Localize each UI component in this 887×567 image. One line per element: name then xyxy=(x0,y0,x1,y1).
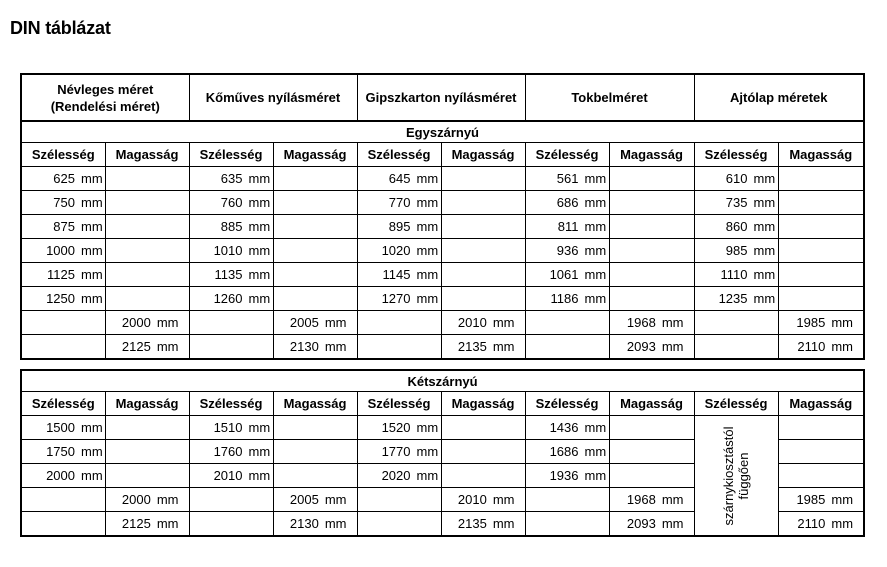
cell-value: 2135 xyxy=(457,516,487,531)
cell-value: 1985 xyxy=(796,315,826,330)
table-cell xyxy=(105,488,189,512)
table-cell xyxy=(778,512,864,537)
cell-value: 1186 xyxy=(550,291,579,306)
table-cell xyxy=(778,311,864,335)
cell-unit: mm xyxy=(416,267,439,282)
height-header: Magasság xyxy=(778,392,864,416)
cell-value: 735 xyxy=(725,195,748,210)
double-leaf-body xyxy=(21,416,864,537)
table-cell xyxy=(189,488,273,512)
cell-unit: mm xyxy=(81,468,103,483)
cell-unit: mm xyxy=(248,420,271,435)
table-cell xyxy=(441,263,525,287)
table-cell xyxy=(778,215,864,239)
cell-unit: mm xyxy=(248,243,271,258)
table-cell xyxy=(273,311,357,335)
table-cell xyxy=(357,335,441,360)
table-cell xyxy=(694,335,778,360)
cell-unit: mm xyxy=(661,339,684,354)
single-leaf-section-title: Egyszárnyú xyxy=(21,121,864,143)
table-cell xyxy=(273,215,357,239)
cell-unit: mm xyxy=(81,444,103,459)
cell-unit: mm xyxy=(492,339,515,354)
cell-unit: mm xyxy=(324,339,347,354)
cell-unit: mm xyxy=(492,315,515,330)
table-cell xyxy=(441,215,525,239)
cell-value: 1968 xyxy=(626,492,656,507)
cell-unit: mm xyxy=(248,219,271,234)
height-header: Magasság xyxy=(273,392,357,416)
height-header: Magasság xyxy=(778,143,864,167)
table-cell xyxy=(525,167,609,191)
cell-unit: mm xyxy=(248,291,271,306)
cell-value: 1000 xyxy=(46,243,75,258)
cell-unit: mm xyxy=(584,195,607,210)
table-cell xyxy=(609,311,694,335)
cell-unit: mm xyxy=(156,315,179,330)
table-cell xyxy=(441,191,525,215)
nominal-size-header xyxy=(21,74,189,121)
single-leaf-body xyxy=(21,167,864,360)
table-cell xyxy=(189,416,273,440)
table-cell xyxy=(609,464,694,488)
table-cell xyxy=(441,440,525,464)
table-cell xyxy=(357,416,441,440)
cell-value: 2010 xyxy=(457,492,487,507)
table-row xyxy=(21,239,864,263)
table-cell xyxy=(357,239,441,263)
table-cell xyxy=(189,335,273,360)
cell-unit: mm xyxy=(416,195,439,210)
cell-value: 750 xyxy=(53,195,75,210)
table-row xyxy=(21,215,864,239)
table-cell xyxy=(694,239,778,263)
cell-unit: mm xyxy=(584,468,607,483)
cell-value: 936 xyxy=(556,243,579,258)
table-cell xyxy=(525,287,609,311)
table-cell xyxy=(441,311,525,335)
cell-value: 635 xyxy=(220,171,243,186)
table-cell xyxy=(694,287,778,311)
table-cell xyxy=(778,287,864,311)
cell-value: 1020 xyxy=(381,243,411,258)
cell-value: 895 xyxy=(388,219,411,234)
table-cell xyxy=(609,488,694,512)
cell-unit: mm xyxy=(584,444,607,459)
cell-value: 985 xyxy=(725,243,748,258)
height-header: Magasság xyxy=(273,143,357,167)
cell-unit: mm xyxy=(584,420,607,435)
cell-value: 2020 xyxy=(381,468,411,483)
cell-value: 1770 xyxy=(381,444,411,459)
cell-unit: mm xyxy=(416,291,439,306)
table-cell xyxy=(609,335,694,360)
height-header: Magasság xyxy=(441,143,525,167)
nominal-size-line1: Névleges méret xyxy=(57,81,154,97)
table-cell xyxy=(441,464,525,488)
width-header: Szélesség xyxy=(21,392,105,416)
cell-unit: mm xyxy=(248,195,271,210)
table-cell xyxy=(525,263,609,287)
main-header-row xyxy=(21,74,864,121)
cell-value: 2110 xyxy=(797,516,826,531)
frame-inner-header: Tokbelméret xyxy=(525,74,694,121)
cell-value: 1260 xyxy=(213,291,243,306)
table-cell xyxy=(273,239,357,263)
table-cell xyxy=(525,191,609,215)
table-cell xyxy=(694,191,778,215)
cell-value: 645 xyxy=(388,171,411,186)
cell-unit: mm xyxy=(416,219,439,234)
cell-unit: mm xyxy=(248,468,271,483)
table-cell xyxy=(357,464,441,488)
cell-unit: mm xyxy=(81,291,103,306)
table-cell xyxy=(694,215,778,239)
sub-header-row xyxy=(21,392,864,416)
width-header: Szélesség xyxy=(525,143,609,167)
cell-unit: mm xyxy=(81,171,103,186)
masonry-opening-header: Kőműves nyílásméret xyxy=(189,74,357,121)
table-cell xyxy=(273,512,357,537)
table-cell xyxy=(105,239,189,263)
height-header: Magasság xyxy=(105,392,189,416)
cell-value: 2005 xyxy=(289,315,319,330)
table-cell xyxy=(694,263,778,287)
table-cell xyxy=(778,191,864,215)
table-cell xyxy=(357,488,441,512)
table-cell xyxy=(609,287,694,311)
cell-value: 2000 xyxy=(46,468,75,483)
table-cell xyxy=(609,191,694,215)
cell-value: 2093 xyxy=(626,339,656,354)
cell-unit: mm xyxy=(156,339,179,354)
table-cell xyxy=(105,191,189,215)
table-cell xyxy=(441,287,525,311)
table-cell xyxy=(441,416,525,440)
cell-value: 561 xyxy=(556,171,579,186)
table-cell xyxy=(357,215,441,239)
table-cell xyxy=(189,239,273,263)
table-cell xyxy=(609,416,694,440)
cell-unit: mm xyxy=(156,492,179,507)
cell-value: 1270 xyxy=(381,291,411,306)
table-cell xyxy=(189,311,273,335)
cell-value: 1985 xyxy=(796,492,826,507)
cell-unit: mm xyxy=(248,444,271,459)
table-cell xyxy=(21,311,105,335)
table-cell xyxy=(189,263,273,287)
cell-unit: mm xyxy=(584,243,607,258)
cell-value: 2135 xyxy=(457,339,487,354)
cell-value: 1125 xyxy=(47,267,75,282)
cell-value: 2130 xyxy=(289,339,319,354)
cell-value: 2010 xyxy=(213,468,243,483)
cell-unit: mm xyxy=(248,267,271,282)
table-row xyxy=(21,191,864,215)
table-cell xyxy=(273,335,357,360)
cell-value: 1500 xyxy=(46,420,75,435)
cell-value: 1135 xyxy=(214,267,243,282)
cell-value: 2010 xyxy=(457,315,487,330)
cell-unit: mm xyxy=(661,492,684,507)
table-cell xyxy=(189,167,273,191)
cell-unit: mm xyxy=(831,516,854,531)
leaf-division-note xyxy=(694,416,778,537)
cell-unit: mm xyxy=(753,219,776,234)
table-cell xyxy=(525,311,609,335)
page-title: DIN táblázat xyxy=(10,18,111,38)
cell-unit: mm xyxy=(81,195,103,210)
table-cell xyxy=(21,167,105,191)
cell-unit: mm xyxy=(753,267,776,282)
table-cell xyxy=(105,287,189,311)
vertical-note-text xyxy=(721,426,751,525)
cell-unit: mm xyxy=(416,171,439,186)
cell-unit: mm xyxy=(753,243,776,258)
cell-value: 1110 xyxy=(720,267,748,282)
table-cell xyxy=(189,287,273,311)
cell-value: 2005 xyxy=(289,492,319,507)
cell-value: 1750 xyxy=(46,444,75,459)
cell-value: 1936 xyxy=(549,468,579,483)
cell-unit: mm xyxy=(753,171,776,186)
table-row xyxy=(21,311,864,335)
cell-unit: mm xyxy=(248,171,271,186)
table-cell xyxy=(21,263,105,287)
table-cell xyxy=(273,464,357,488)
cell-value: 1510 xyxy=(213,420,243,435)
width-header: Szélesség xyxy=(189,392,273,416)
cell-unit: mm xyxy=(492,516,515,531)
table-cell xyxy=(21,191,105,215)
width-header: Szélesség xyxy=(694,143,778,167)
cell-unit: mm xyxy=(584,267,607,282)
cell-unit: mm xyxy=(584,291,607,306)
cell-unit: mm xyxy=(324,492,347,507)
table-row xyxy=(21,287,864,311)
width-header: Szélesség xyxy=(357,143,441,167)
cell-value: 1968 xyxy=(626,315,656,330)
cell-value: 2000 xyxy=(121,492,151,507)
cell-value: 760 xyxy=(220,195,243,210)
cell-value: 2110 xyxy=(797,339,826,354)
table-cell xyxy=(273,488,357,512)
cell-value: 610 xyxy=(725,171,748,186)
table-cell xyxy=(21,512,105,537)
table-cell xyxy=(441,167,525,191)
cell-value: 770 xyxy=(388,195,411,210)
table-cell xyxy=(189,464,273,488)
table-row xyxy=(21,335,864,360)
nominal-size-line2: (Rendelési méret) xyxy=(50,98,160,114)
cell-unit: mm xyxy=(831,339,854,354)
table-cell xyxy=(525,464,609,488)
cell-unit: mm xyxy=(661,315,684,330)
width-header: Szélesség xyxy=(357,392,441,416)
table-cell xyxy=(357,311,441,335)
cell-unit: mm xyxy=(416,420,439,435)
table-cell xyxy=(357,287,441,311)
door-leaf-header: Ajtólap méretek xyxy=(694,74,864,121)
cell-value: 2125 xyxy=(121,339,151,354)
cell-unit: mm xyxy=(753,291,776,306)
table-cell xyxy=(21,335,105,360)
table-cell xyxy=(105,416,189,440)
cell-unit: mm xyxy=(661,516,684,531)
cell-unit: mm xyxy=(156,516,179,531)
table-cell xyxy=(778,335,864,360)
table-cell xyxy=(105,440,189,464)
table-cell xyxy=(525,239,609,263)
table-cell xyxy=(694,167,778,191)
cell-value: 1235 xyxy=(718,291,748,306)
cell-value: 2130 xyxy=(289,516,319,531)
table-cell xyxy=(441,239,525,263)
table-cell xyxy=(189,440,273,464)
table-cell xyxy=(525,512,609,537)
cell-value: 1760 xyxy=(213,444,243,459)
table-cell xyxy=(525,440,609,464)
height-header: Magasság xyxy=(441,392,525,416)
cell-unit: mm xyxy=(81,219,103,234)
single-leaf-table xyxy=(20,73,865,360)
table-cell xyxy=(105,335,189,360)
cell-unit: mm xyxy=(831,315,854,330)
width-header: Szélesség xyxy=(525,392,609,416)
cell-unit: mm xyxy=(584,171,607,186)
width-header: Szélesség xyxy=(21,143,105,167)
cell-value: 625 xyxy=(53,171,75,186)
cell-value: 860 xyxy=(725,219,748,234)
table-cell xyxy=(21,416,105,440)
table-cell xyxy=(778,263,864,287)
cell-unit: mm xyxy=(416,243,439,258)
vertical-note-line1: szárnykiosztástól xyxy=(721,426,736,525)
table-cell xyxy=(21,287,105,311)
cell-unit: mm xyxy=(416,468,439,483)
drywall-opening-header: Gipszkarton nyílásméret xyxy=(357,74,525,121)
cell-value: 1686 xyxy=(549,444,579,459)
height-header: Magasság xyxy=(105,143,189,167)
cell-value: 885 xyxy=(220,219,243,234)
table-cell xyxy=(441,512,525,537)
table-cell xyxy=(21,488,105,512)
table-cell xyxy=(105,215,189,239)
table-cell xyxy=(105,311,189,335)
double-leaf-section-title: Kétszárnyú xyxy=(21,370,864,392)
table-cell xyxy=(609,215,694,239)
width-header: Szélesség xyxy=(694,392,778,416)
table-row xyxy=(21,263,864,287)
cell-value: 1010 xyxy=(213,243,243,258)
table-cell xyxy=(105,512,189,537)
cell-unit: mm xyxy=(492,492,515,507)
cell-value: 2000 xyxy=(121,315,151,330)
cell-value: 811 xyxy=(557,219,579,234)
table-cell xyxy=(778,488,864,512)
table-cell xyxy=(525,335,609,360)
table-cell xyxy=(694,311,778,335)
table-cell xyxy=(609,263,694,287)
table-cell xyxy=(525,488,609,512)
table-cell xyxy=(189,215,273,239)
cell-value: 1520 xyxy=(381,420,411,435)
table-cell xyxy=(778,464,864,488)
cell-value: 686 xyxy=(556,195,579,210)
table-cell xyxy=(778,440,864,464)
table-cell xyxy=(273,167,357,191)
table-cell xyxy=(609,239,694,263)
table-cell xyxy=(778,416,864,440)
table-cell xyxy=(273,263,357,287)
table-cell xyxy=(357,191,441,215)
cell-value: 875 xyxy=(53,219,75,234)
table-cell xyxy=(21,464,105,488)
vertical-note-line2: függően xyxy=(736,452,751,500)
table-row xyxy=(21,416,864,440)
table-cell xyxy=(778,167,864,191)
width-header: Szélesség xyxy=(189,143,273,167)
table-cell xyxy=(105,167,189,191)
double-leaf-table xyxy=(20,369,865,537)
cell-unit: mm xyxy=(324,516,347,531)
cell-unit: mm xyxy=(81,243,103,258)
table-cell xyxy=(21,239,105,263)
cell-unit: mm xyxy=(81,420,103,435)
height-header: Magasság xyxy=(609,392,694,416)
table-cell xyxy=(357,440,441,464)
table-row xyxy=(21,167,864,191)
table-cell xyxy=(357,512,441,537)
table-cell xyxy=(441,335,525,360)
cell-value: 1145 xyxy=(382,267,411,282)
table-cell xyxy=(525,215,609,239)
table-cell xyxy=(189,512,273,537)
cell-value: 1061 xyxy=(549,267,579,282)
table-cell xyxy=(273,191,357,215)
table-cell xyxy=(189,191,273,215)
cell-unit: mm xyxy=(81,267,103,282)
cell-unit: mm xyxy=(324,315,347,330)
table-cell xyxy=(105,263,189,287)
cell-value: 1250 xyxy=(46,291,75,306)
cell-value: 2093 xyxy=(626,516,656,531)
cell-unit: mm xyxy=(416,444,439,459)
cell-unit: mm xyxy=(753,195,776,210)
height-header: Magasság xyxy=(609,143,694,167)
table-cell xyxy=(273,416,357,440)
table-cell xyxy=(273,440,357,464)
table-cell xyxy=(273,287,357,311)
table-cell xyxy=(609,440,694,464)
table-cell xyxy=(21,440,105,464)
sub-header-row xyxy=(21,143,864,167)
table-cell xyxy=(105,464,189,488)
table-cell xyxy=(357,263,441,287)
table-cell xyxy=(525,416,609,440)
cell-value: 2125 xyxy=(121,516,151,531)
table-cell xyxy=(357,167,441,191)
cell-unit: mm xyxy=(831,492,854,507)
cell-value: 1436 xyxy=(549,420,579,435)
table-cell xyxy=(609,512,694,537)
table-cell xyxy=(778,239,864,263)
cell-unit: mm xyxy=(584,219,607,234)
table-cell xyxy=(21,215,105,239)
table-cell xyxy=(609,167,694,191)
table-cell xyxy=(441,488,525,512)
